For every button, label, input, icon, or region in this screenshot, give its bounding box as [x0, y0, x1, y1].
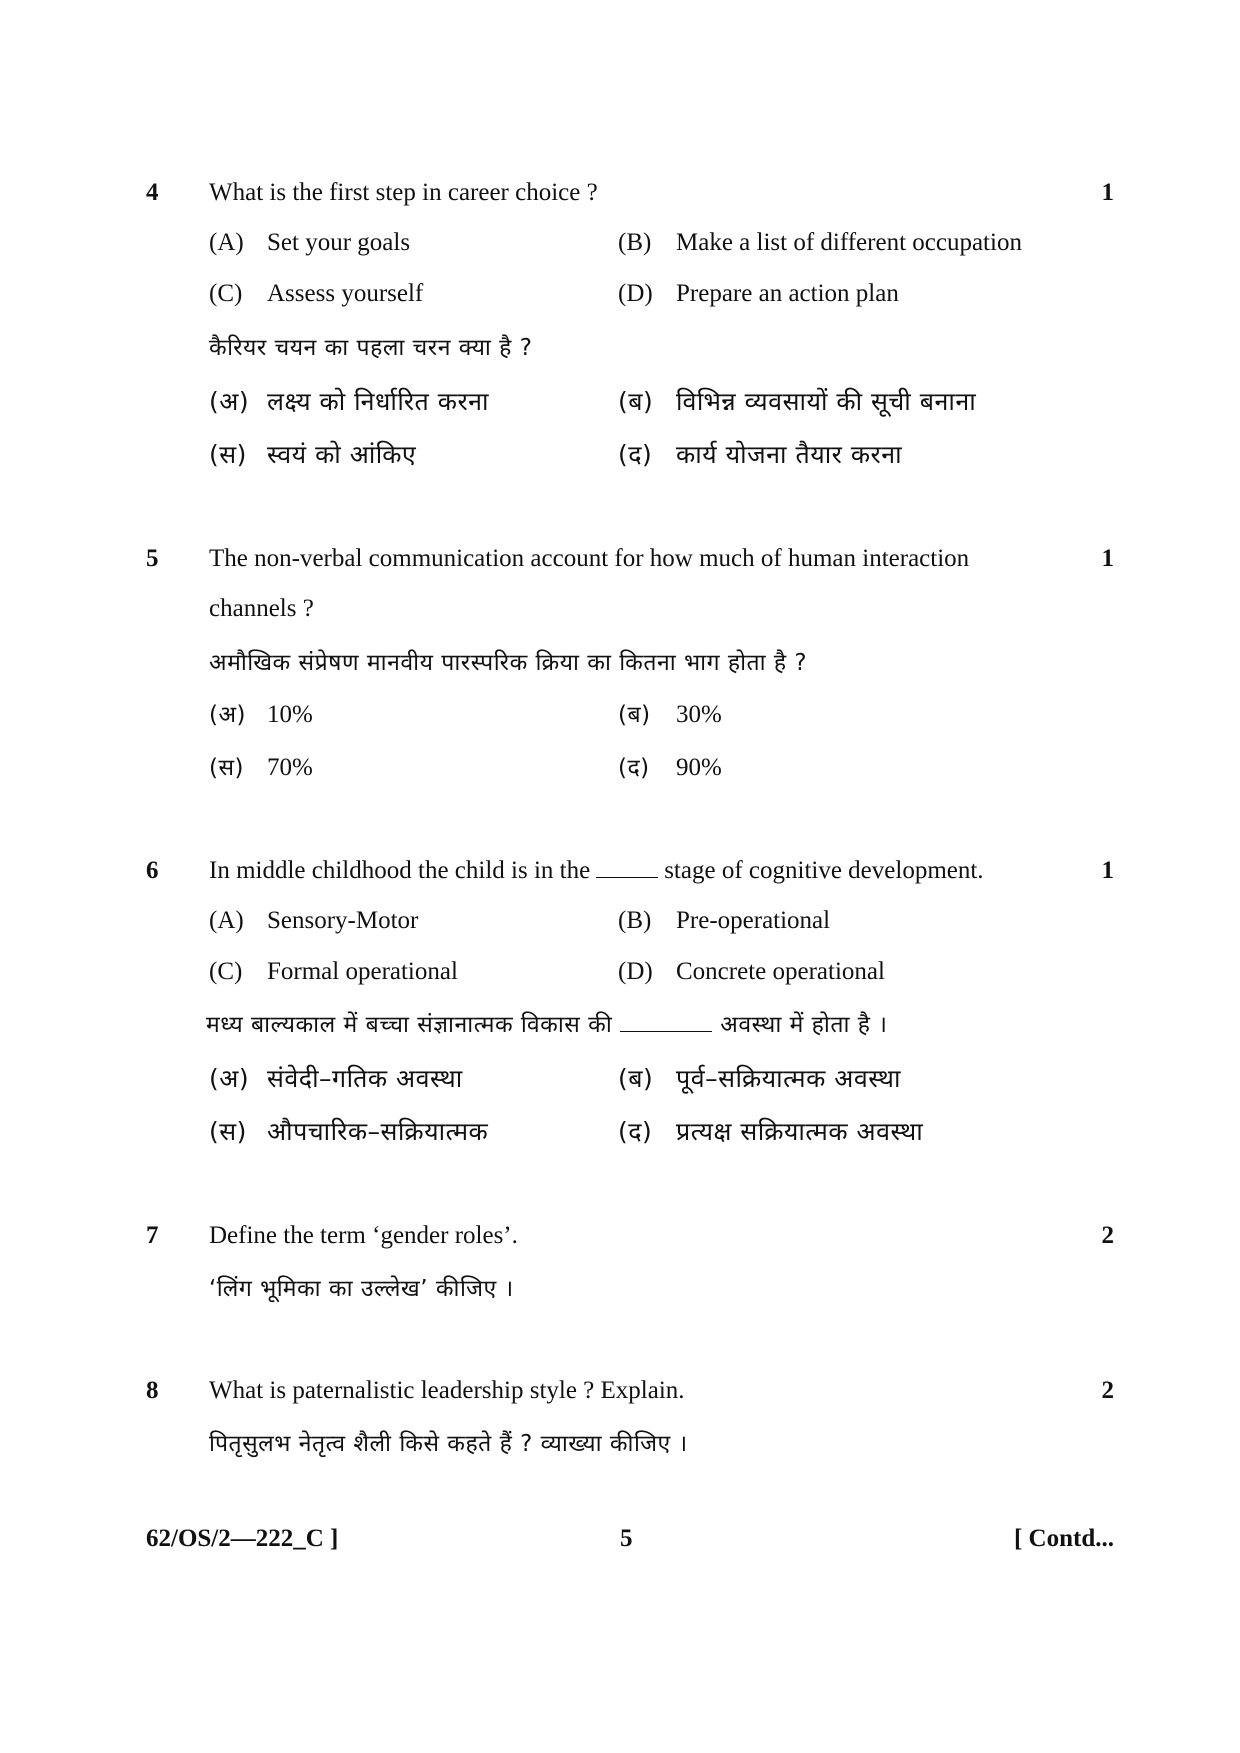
question-number: 7 [146, 1222, 159, 1249]
question-marks: 1 [1101, 179, 1114, 206]
question-text-hi: मध्य बाल्यकाल में बच्चा संज्ञानात्मक विकास की अवस्था में होता है । [206, 1012, 888, 1038]
option-hi-3: (स) 70% [209, 754, 313, 781]
answer-blank [596, 857, 658, 878]
question-number: 4 [146, 179, 159, 206]
paper-code: 62/OS/2—222_C ] [146, 1525, 339, 1552]
question-number: 6 [146, 857, 159, 884]
question-text-en-line2: channels ? [209, 595, 314, 622]
option-hi-3: (स) स्वयं को आंकिए [209, 440, 417, 469]
question-text-hi: कैरियर चयन का पहला चरन क्या है ? [209, 335, 533, 361]
question-text-en: In middle childhood the child is in the stage of cognitive development. [209, 857, 984, 884]
question-text-hi: पितृसुलभ नेतृत्व शैली किसे कहते हैं ? व्याख्या कीजिए । [209, 1431, 688, 1457]
option-hi-1: (अ) 10% [209, 701, 313, 728]
question-text-en: What is the first step in career choice ? [209, 179, 598, 206]
option-b: (B) Pre-operational [618, 907, 831, 934]
option-hi-2: (ब) 30% [618, 701, 722, 728]
option-hi-4: (द) प्रत्यक्ष सक्रियात्मक अवस्था [618, 1117, 924, 1146]
question-text-hi: अमौखिक संप्रेषण मानवीय पारस्परिक क्रिया का कितना भाग होता है ? [209, 650, 808, 676]
question-text-en: What is paternalistic leadership style ? Explain. [209, 1377, 685, 1404]
option-hi-1: (अ) संवेदी–गतिक अवस्था [209, 1064, 463, 1093]
question-marks: 2 [1101, 1222, 1114, 1249]
option-d: (D) Concrete operational [618, 958, 885, 985]
question-marks: 1 [1101, 857, 1114, 884]
question-text-en: Define the term ‘gender roles’. [209, 1222, 518, 1249]
question-marks: 1 [1101, 545, 1114, 572]
page-number: 5 [620, 1525, 633, 1552]
option-hi-4: (द) 90% [618, 754, 722, 781]
option-hi-2: (ब) पूर्व–सक्रियात्मक अवस्था [618, 1064, 901, 1093]
option-a: (A) Set your goals [209, 229, 411, 256]
option-c: (C) Assess yourself [209, 280, 424, 307]
option-b: (B) Make a list of different occupation [618, 229, 1022, 256]
answer-blank [620, 1011, 712, 1032]
option-hi-1: (अ) लक्ष्य को निर्धारित करना [209, 387, 490, 416]
option-a: (A) Sensory-Motor [209, 907, 419, 934]
question-marks: 2 [1101, 1377, 1114, 1404]
option-c: (C) Formal operational [209, 958, 458, 985]
question-text-hi: ‘लिंग भूमिका का उल्लेख’ कीजिए । [209, 1276, 514, 1302]
option-hi-4: (द) कार्य योजना तैयार करना [618, 440, 903, 469]
question-text-en-line1: The non-verbal communication account for how much of human interaction [209, 545, 970, 572]
continued-label: [ Contd... [1013, 1525, 1114, 1552]
question-number: 8 [146, 1377, 159, 1404]
option-d: (D) Prepare an action plan [618, 280, 899, 307]
option-hi-2: (ब) विभिन्न व्यवसायों की सूची बनाना [618, 387, 977, 416]
option-hi-3: (स) औपचारिक–सक्रियात्मक [209, 1117, 489, 1146]
question-number: 5 [146, 545, 159, 572]
